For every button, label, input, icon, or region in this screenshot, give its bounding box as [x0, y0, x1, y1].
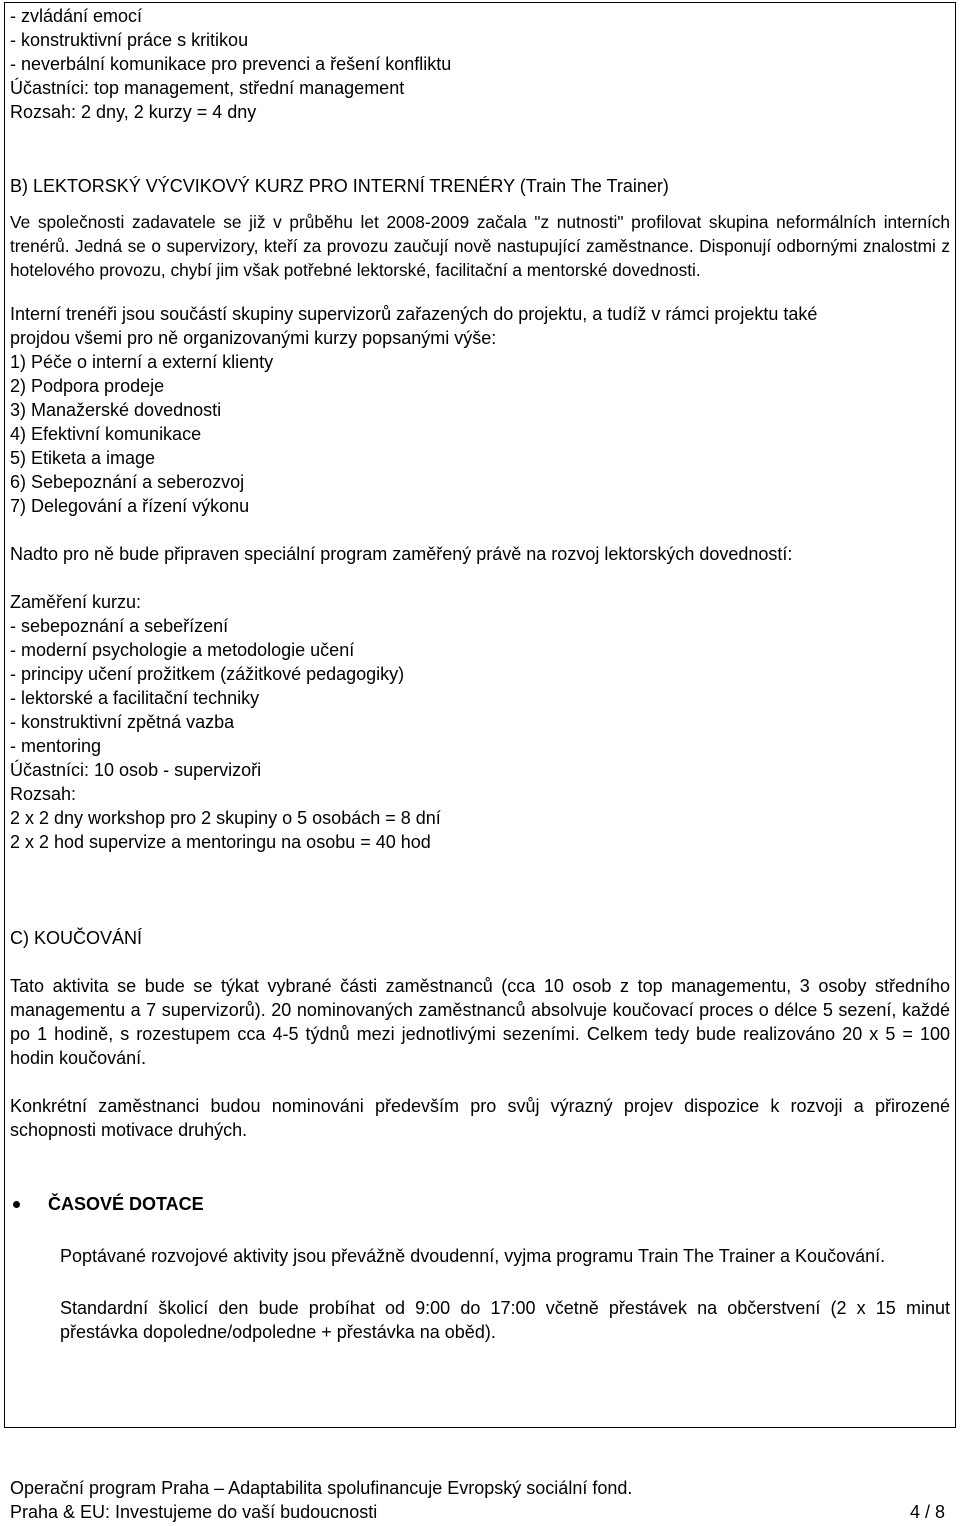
document-body	[10, 4, 950, 1344]
page-number: 4 / 8	[909, 1502, 945, 1522]
scope-text: Rozsah: 2 dny, 2 kurzy = 4 dny	[10, 102, 257, 122]
course-item: 3) Manažerské dovednosti	[10, 400, 222, 420]
footer-row	[10, 1500, 945, 1524]
footer-slogan: Praha & EU: Investujeme do vaší budoucnosti	[10, 1502, 378, 1522]
intro-line: Interní trenéři jsou součástí skupiny supervizorů zařazených do projektu, a tudíž v rámci projektu také	[10, 304, 818, 324]
course-item: 1) Péče o interní a externí klienty	[10, 352, 274, 372]
course-item: 6) Sebepoznání a seberozvoj	[10, 472, 245, 492]
special-program-text: Nadto pro ně bude připraven speciální program zaměřený právě na rozvoj lektorských dovedností:	[10, 544, 793, 564]
time-allocation-section	[10, 1192, 950, 1216]
scope-line: 2 x 2 dny workshop pro 2 skupiny o 5 osobách = 8 dní	[10, 808, 441, 828]
section-b-paragraph: Ve společnosti zadavatele se již v průběhu let 2008-2009 začala "z nutnosti" profilovat skupina neformálních interních trenérů. Jedná se o supervizory, kteří za provozu zaučují nově nastupující zaměstnance. Disponují odbornými znalostmi z hotelového provozu, chybí jim však potřebné lektorské, facilitační a mentorské dovednosti.	[10, 212, 950, 280]
section-c-heading: C) KOUČOVÁNÍ	[10, 928, 143, 948]
time-allocation-paragraph: Standardní školicí den bude probíhat od 9:00 do 17:00 včetně přestávek na občerstvení (2 x 15 minut přestávka dopoledne/odpoledne + přestávka na oběd).	[60, 1298, 950, 1342]
bullet-icon	[13, 1201, 20, 1208]
participants-text: Účastníci: 10 osob - supervizoři	[10, 760, 262, 780]
course-item: 7) Delegování a řízení výkonu	[10, 496, 250, 516]
focus-item: - mentoring	[10, 736, 102, 756]
time-allocation-body	[60, 1244, 950, 1344]
list-item: - konstruktivní práce s kritikou	[10, 30, 249, 50]
list-item: - zvládání emocí	[10, 6, 143, 26]
focus-item: - principy učení prožitkem (zážitkové pedagogiky)	[10, 664, 405, 684]
section-c-paragraph: Konkrétní zaměstnanci budou nominováni především pro svůj výrazný projev dispozice k rozvoji a přirozené schopnosti motivace druhých.	[10, 1096, 950, 1140]
intro-line: projdou všemi pro ně organizovanými kurzy popsanými výše:	[10, 328, 497, 348]
focus-label: Zaměření kurzu:	[10, 592, 142, 612]
section-c-paragraph: Tato aktivita se bude se týkat vybrané části zaměstnanců (cca 10 osob z top managementu, 3 osoby středního managementu a 7 supervizorů). 20 nominovaných zaměstnanců absolvuje koučovací proces o délce 5 sezení, každé po 1 hodině, s rozestupem cca 4-5 týdnů mezi jednotlivými sezeními. Celkem tedy bude realizováno 20 x 5 = 100 hodin koučování.	[10, 976, 950, 1068]
list-item: - neverbální komunikace pro prevenci a řešení konfliktu	[10, 54, 452, 74]
page-footer	[10, 1476, 945, 1524]
course-focus	[10, 590, 950, 854]
scope-label: Rozsah:	[10, 784, 77, 804]
participants-text: Účastníci: top management, střední management	[10, 78, 405, 98]
time-allocation-paragraph: Poptávané rozvojové aktivity jsou převážně dvoudenní, vyjma programu Train The Trainer a Koučování.	[60, 1246, 886, 1266]
footer-funding-text: Operační program Praha – Adaptabilita spolufinancuje Evropský sociální fond.	[10, 1478, 633, 1498]
course-item: 2) Podpora prodeje	[10, 376, 165, 396]
focus-item: - moderní psychologie a metodologie učení	[10, 640, 355, 660]
scope-line: 2 x 2 hod supervize a mentoringu na osobu = 40 hod	[10, 832, 431, 852]
course-item: 4) Efektivní komunikace	[10, 424, 202, 444]
section-b-courses-intro	[10, 302, 950, 518]
section-b-heading: B) LEKTORSKÝ VÝCVIKOVÝ KURZ PRO INTERNÍ TRENÉRY (Train The Trainer)	[10, 176, 669, 196]
time-allocation-heading: ČASOVÉ DOTACE	[48, 1194, 204, 1214]
focus-item: - sebepoznání a sebeřízení	[10, 616, 229, 636]
course-item: 5) Etiketa a image	[10, 448, 156, 468]
focus-item: - lektorské a facilitační techniky	[10, 688, 260, 708]
focus-item: - konstruktivní zpětná vazba	[10, 712, 235, 732]
